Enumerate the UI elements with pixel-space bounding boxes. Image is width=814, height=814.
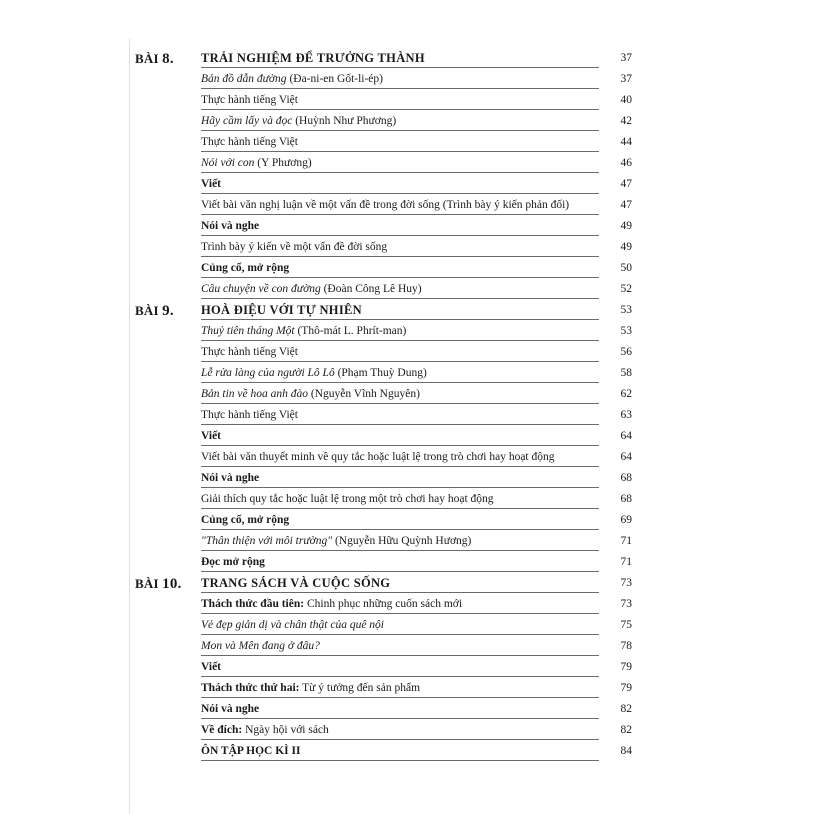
- entry-title: Viết bài văn nghị luận về một vấn đề trong đời sống (Trình bày ý kiến phản đối): [201, 199, 570, 211]
- page-number: 49: [620, 241, 632, 253]
- entry-title: Thuỷ tiên tháng Một (Thô-mát L. Phrít-man): [201, 325, 407, 337]
- page-number: 64: [620, 451, 632, 463]
- entry-title: Giải thích quy tắc hoặc luật lệ trong một trò chơi hay hoạt động: [201, 493, 494, 505]
- toc-entry: [135, 237, 635, 258]
- entry-title: Mon và Mên đang ở đâu?: [201, 640, 320, 652]
- table-of-contents: [135, 48, 635, 762]
- dotted-leader-rule: [201, 403, 599, 404]
- entry-title: Thách thức đầu tiên: Chinh phục những cuốn sách mới: [201, 598, 463, 610]
- page-number: 37: [620, 73, 632, 85]
- page-number: 37: [620, 52, 632, 64]
- toc-entry: [135, 279, 635, 300]
- dotted-leader-rule: [201, 445, 599, 446]
- toc-entry: [135, 594, 635, 615]
- page-number: 53: [620, 325, 632, 337]
- toc-lesson-heading: [135, 573, 635, 594]
- entry-title: Củng cố, mở rộng: [201, 262, 290, 274]
- page-number: 71: [620, 556, 632, 568]
- dotted-leader-rule: [201, 172, 599, 173]
- dotted-leader-rule: [201, 550, 599, 551]
- dotted-leader-rule: [201, 151, 599, 152]
- entry-title: Hãy cầm lấy và đọc (Huỳnh Như Phương): [201, 115, 397, 127]
- entry-title: Đọc mở rộng: [201, 556, 265, 568]
- entry-title: Thực hành tiếng Việt: [201, 136, 298, 148]
- page-number: 64: [620, 430, 632, 442]
- dotted-leader-rule: [201, 697, 599, 698]
- entry-title: Nói với con (Y Phương): [201, 157, 312, 169]
- toc-entry: [135, 69, 635, 90]
- toc-entry: [135, 90, 635, 111]
- toc-lesson-heading: [135, 48, 635, 69]
- entry-title: Nói và nghe: [201, 220, 260, 232]
- entry-title: Viết: [201, 430, 222, 442]
- dotted-leader-rule: [201, 634, 599, 635]
- entry-title: Trình bày ý kiến về một vấn đề đời sống: [201, 241, 388, 253]
- page-number: 62: [620, 388, 632, 400]
- toc-entry: [135, 657, 635, 678]
- page-number: 68: [620, 472, 632, 484]
- entry-title: Bản tin về hoa anh đào (Nguyễn Vĩnh Nguyên): [201, 388, 420, 400]
- entry-title: Viết bài văn thuyết minh về quy tắc hoặc luật lệ trong trò chơi hay hoạt động: [201, 451, 555, 463]
- toc-entry: [135, 489, 635, 510]
- dotted-leader-rule: [201, 613, 599, 614]
- page-number: 53: [620, 304, 632, 316]
- entry-title: Viết: [201, 178, 222, 190]
- page-number: 84: [620, 745, 632, 757]
- toc-entry: [135, 447, 635, 468]
- entry-title: HOÀ ĐIỆU VỚI TỰ NHIÊN: [201, 303, 362, 317]
- page-number: 58: [620, 367, 632, 379]
- page-number: 47: [620, 178, 632, 190]
- page-number: 82: [620, 724, 632, 736]
- entry-title: Về đích: Ngày hội với sách: [201, 724, 329, 736]
- dotted-leader-rule: [201, 487, 599, 488]
- page-number: 46: [620, 157, 632, 169]
- dotted-leader-rule: [201, 739, 599, 740]
- dotted-leader-rule: [201, 109, 599, 110]
- dotted-leader-rule: [201, 214, 599, 215]
- toc-entry: [135, 384, 635, 405]
- toc-entry: [135, 216, 635, 237]
- dotted-leader-rule: [201, 256, 599, 257]
- page-number: 56: [620, 346, 632, 358]
- dotted-leader-rule: [201, 424, 599, 425]
- entry-title: "Thân thiện với môi trường" (Nguyễn Hữu Quỳnh Hương): [201, 535, 472, 547]
- entry-title: Câu chuyện về con đường (Đoàn Công Lê Huy): [201, 283, 422, 295]
- toc-entry: [135, 552, 635, 573]
- page-number: 79: [620, 661, 632, 673]
- dotted-leader-rule: [201, 319, 599, 320]
- page-number: 69: [620, 514, 632, 526]
- page-number: 73: [620, 577, 632, 589]
- dotted-leader-rule: [201, 529, 599, 530]
- page-number: 42: [620, 115, 632, 127]
- toc-entry: [135, 678, 635, 699]
- entry-title: Viết: [201, 661, 222, 673]
- page-number: 68: [620, 493, 632, 505]
- lesson-label: BÀI 9.: [135, 303, 174, 319]
- page-number: 75: [620, 619, 632, 631]
- toc-entry: [135, 510, 635, 531]
- dotted-leader-rule: [201, 340, 599, 341]
- dotted-leader-rule: [201, 67, 599, 68]
- dotted-leader-rule: [201, 676, 599, 677]
- toc-entry: [135, 699, 635, 720]
- dotted-leader-rule: [201, 760, 599, 761]
- toc-entry: [135, 363, 635, 384]
- entry-title: TRẢI NGHIỆM ĐỂ TRƯỞNG THÀNH: [201, 51, 425, 65]
- toc-entry: [135, 195, 635, 216]
- entry-title: Vẻ đẹp giản dị và chân thật của quê nội: [201, 619, 385, 631]
- page-number: 40: [620, 94, 632, 106]
- toc-entry: [135, 342, 635, 363]
- toc-entry: [135, 258, 635, 279]
- toc-entry: [135, 531, 635, 552]
- page-number: 82: [620, 703, 632, 715]
- dotted-leader-rule: [201, 235, 599, 236]
- dotted-leader-rule: [201, 298, 599, 299]
- page-number: 78: [620, 640, 632, 652]
- lesson-label: BÀI 8.: [135, 51, 174, 67]
- toc-entry: [135, 321, 635, 342]
- dotted-leader-rule: [201, 466, 599, 467]
- toc-entry: [135, 468, 635, 489]
- dotted-leader-rule: [201, 277, 599, 278]
- dotted-leader-rule: [201, 88, 599, 89]
- toc-entry: [135, 426, 635, 447]
- page-number: 50: [620, 262, 632, 274]
- entry-title: Củng cố, mở rộng: [201, 514, 290, 526]
- toc-entry: [135, 741, 635, 762]
- entry-title: Nói và nghe: [201, 472, 260, 484]
- entry-title: Nói và nghe: [201, 703, 260, 715]
- toc-entry: [135, 720, 635, 741]
- entry-title: ÔN TẬP HỌC KÌ II: [201, 745, 301, 757]
- toc-entry: [135, 405, 635, 426]
- dotted-leader-rule: [201, 508, 599, 509]
- lesson-label: BÀI 10.: [135, 576, 182, 592]
- toc-entry: [135, 636, 635, 657]
- toc-entry: [135, 132, 635, 153]
- page-number: 63: [620, 409, 632, 421]
- entry-title: Thách thức thứ hai: Từ ý tưởng đến sản phẩm: [201, 682, 421, 694]
- toc-entry: [135, 153, 635, 174]
- page-number: 49: [620, 220, 632, 232]
- dotted-leader-rule: [201, 382, 599, 383]
- page-number: 52: [620, 283, 632, 295]
- page-number: 73: [620, 598, 632, 610]
- entry-title: Thực hành tiếng Việt: [201, 94, 298, 106]
- dotted-leader-rule: [201, 718, 599, 719]
- dotted-leader-rule: [201, 571, 599, 572]
- entry-title: Thực hành tiếng Việt: [201, 409, 298, 421]
- page-number: 79: [620, 682, 632, 694]
- toc-lesson-heading: [135, 300, 635, 321]
- toc-entry: [135, 111, 635, 132]
- dotted-leader-rule: [201, 193, 599, 194]
- dotted-leader-rule: [201, 592, 599, 593]
- dotted-leader-rule: [201, 361, 599, 362]
- entry-title: Bản đồ dẫn đường (Đa-ni-en Gốt-li-ép): [201, 73, 383, 85]
- entry-title: TRANG SÁCH VÀ CUỘC SỐNG: [201, 576, 391, 590]
- page-number: 47: [620, 199, 632, 211]
- entry-title: Lễ rửa làng của người Lô Lô (Phạm Thuỳ Dung): [201, 367, 427, 379]
- toc-entry: [135, 615, 635, 636]
- entry-title: Thực hành tiếng Việt: [201, 346, 298, 358]
- page-number: 44: [620, 136, 632, 148]
- page-number: 71: [620, 535, 632, 547]
- dotted-leader-rule: [201, 130, 599, 131]
- dotted-leader-rule: [201, 655, 599, 656]
- toc-entry: [135, 174, 635, 195]
